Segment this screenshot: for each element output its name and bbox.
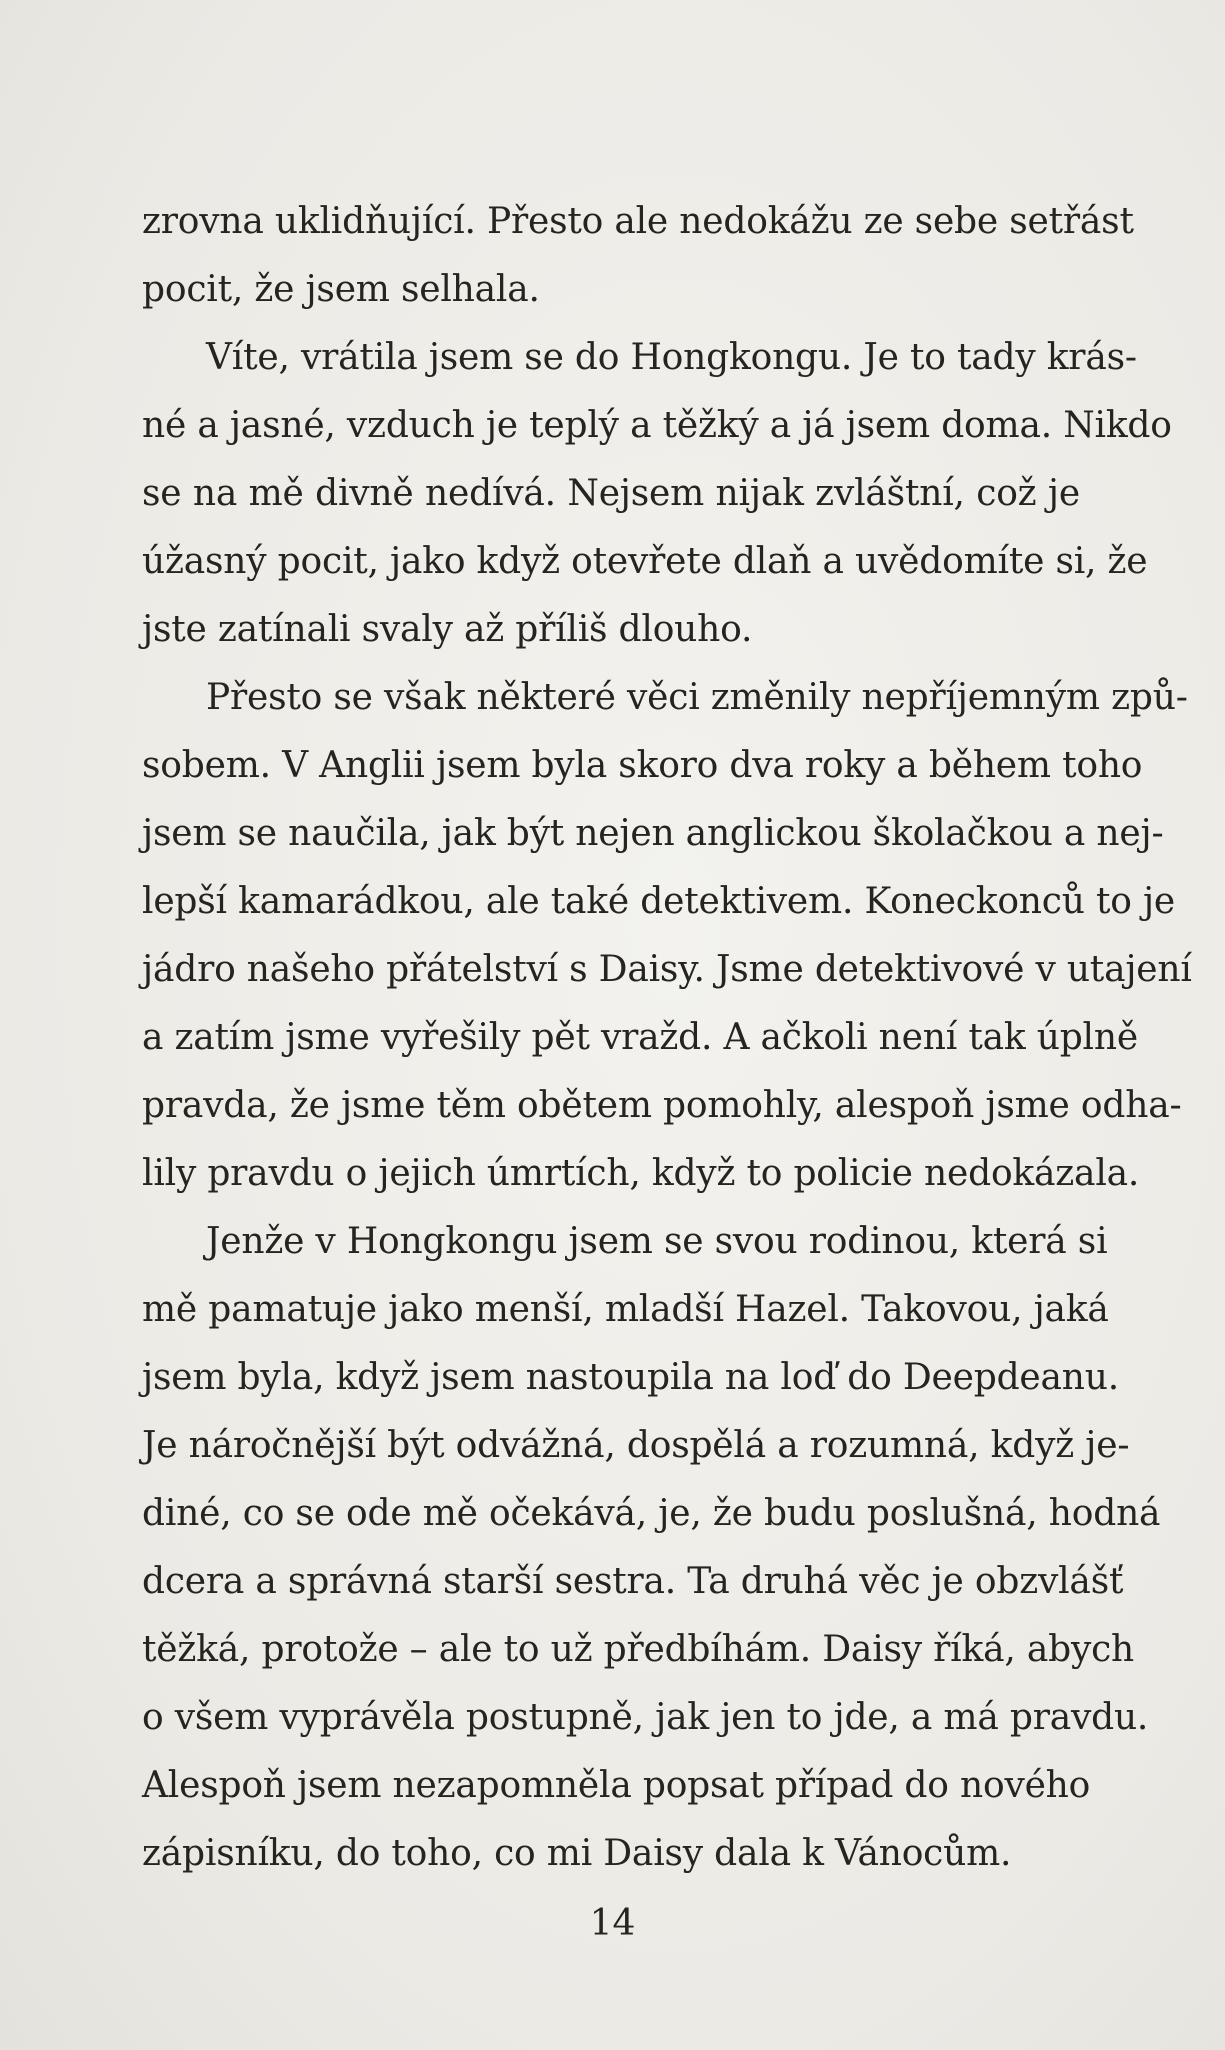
text-line: zápisníku, do toho, co mi Daisy dala k Vánocům. (142, 1833, 1012, 1874)
text-line: úžasný pocit, jako když otevřete dlaň a uvědomíte si, že (142, 541, 1148, 582)
text-line: těžká, protože – ale to už předbíhám. Daisy říká, abych (142, 1629, 1135, 1670)
text-line: jádro našeho přátelství s Daisy. Jsme detektivové v utajení (142, 949, 1192, 990)
text-line: lepší kamarádkou, ale také detektivem. Koneckonců to je (142, 881, 1176, 922)
text-line: Je náročnější být odvážná, dospělá a rozumná, když je- (142, 1425, 1130, 1466)
text-line: jste zatínali svaly až příliš dlouho. (142, 609, 753, 650)
text-line: pravda, že jsme těm obětem pomohly, alespoň jsme odha- (142, 1085, 1182, 1126)
text-line: o všem vyprávěla postupně, jak jen to jde, a má pravdu. (142, 1697, 1149, 1738)
text-line: mě pamatuje jako menší, mladší Hazel. Takovou, jaká (142, 1289, 1109, 1330)
text-line: se na mě divně nedívá. Nejsem nijak zvláštní, což je (142, 473, 1080, 514)
text-line: dcera a správná starší sestra. Ta druhá věc je obzvlášť (142, 1561, 1124, 1602)
text-line: lily pravdu o jejich úmrtích, když to policie nedokázala. (142, 1153, 1140, 1194)
text-line: diné, co se ode mě očekává, je, že budu poslušná, hodná (142, 1493, 1161, 1534)
text-line: a zatím jsme vyřešily pět vražd. A ačkoli není tak úplně (142, 1017, 1138, 1058)
text-line: jsem se naučila, jak být nejen anglickou školačkou a nej- (142, 813, 1164, 854)
text-line: né a jasné, vzduch je teplý a těžký a já jsem doma. Nikdo (142, 405, 1172, 446)
text-line: zrovna uklidňující. Přesto ale nedokážu ze sebe setřást (142, 201, 1134, 242)
text-line: pocit, že jsem selhala. (142, 269, 540, 310)
text-line: jsem byla, když jsem nastoupila na loď do Deepdeanu. (142, 1357, 1119, 1398)
text-line: Víte, vrátila jsem se do Hongkongu. Je to tady krás- (206, 337, 1137, 378)
text-line: Přesto se však některé věci změnily nepříjemným způ- (206, 677, 1188, 718)
text-line: Alespoň jsem nezapomněla popsat případ do nového (142, 1765, 1091, 1806)
text-line: sobem. V Anglii jsem byla skoro dva roky a během toho (142, 745, 1143, 786)
page-number: 14 (589, 1903, 636, 1944)
text-line: Jenže v Hongkongu jsem se svou rodinou, která si (206, 1221, 1108, 1262)
